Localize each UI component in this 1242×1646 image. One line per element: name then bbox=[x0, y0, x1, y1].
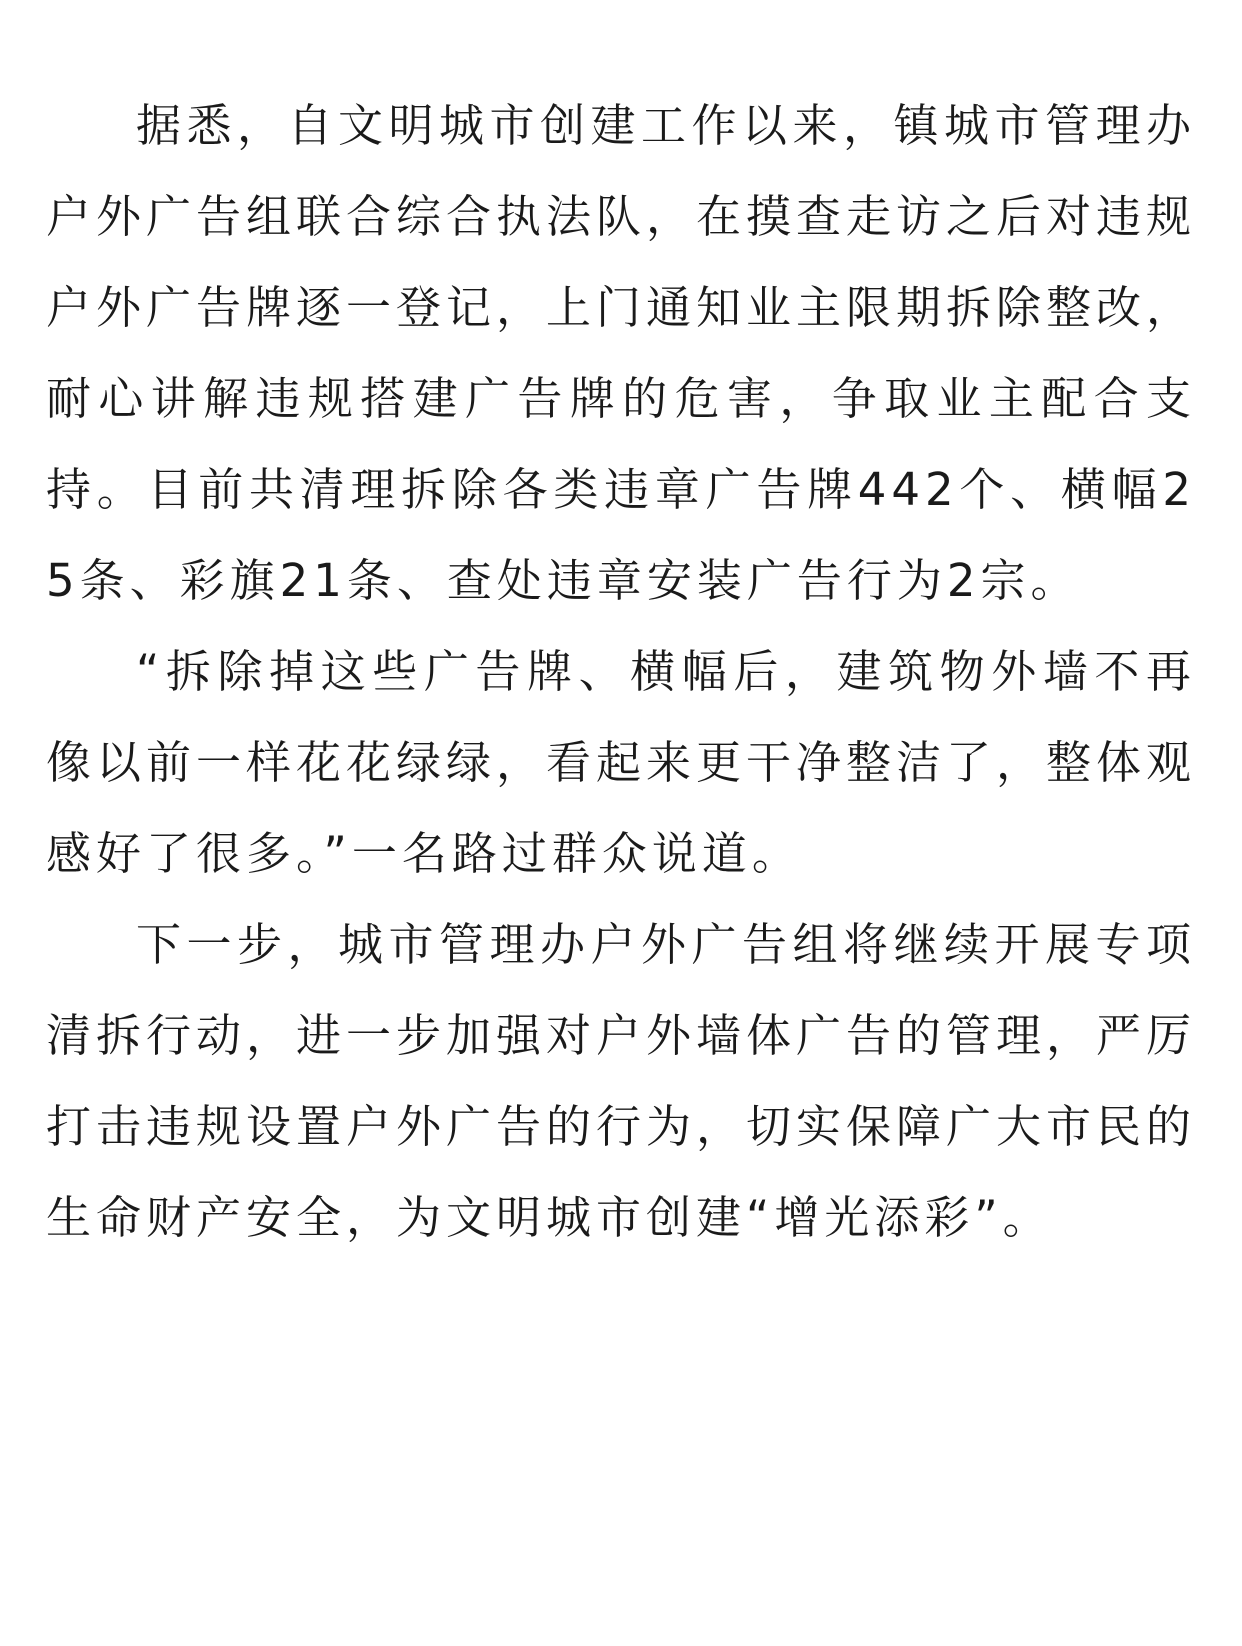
paragraph-next-steps: 下一步，城市管理办户外广告组将继续开展专项清拆行动，进一步加强对户外墙体广告的管理，严厉打击违规设置户外广告的行为，切实保障广大市民的生命财产安全，为文明城市创建“增光添彩”。 bbox=[46, 918, 1197, 1244]
paragraph-citizen-quote: “拆除掉这些广告牌、横幅后，建筑物外墙不再像以前一样花花绿绿，看起来更干净整洁了，整体观感好了很多。”一名路过群众说道。 bbox=[46, 645, 1197, 880]
article-body bbox=[46, 80, 1196, 1263]
paragraph-demolition-stats: 据悉，自文明城市创建工作以来，镇城市管理办户外广告组联合综合执法队，在摸查走访之后对违规户外广告牌逐一登记，上门通知业主限期拆除整改，耐心讲解违规搭建广告牌的危害，争取业主配合支持。目前共清理拆除各类违章广告牌442个、横幅25条、彩旗21条、查处违章安装广告行为2宗。 bbox=[46, 99, 1197, 607]
